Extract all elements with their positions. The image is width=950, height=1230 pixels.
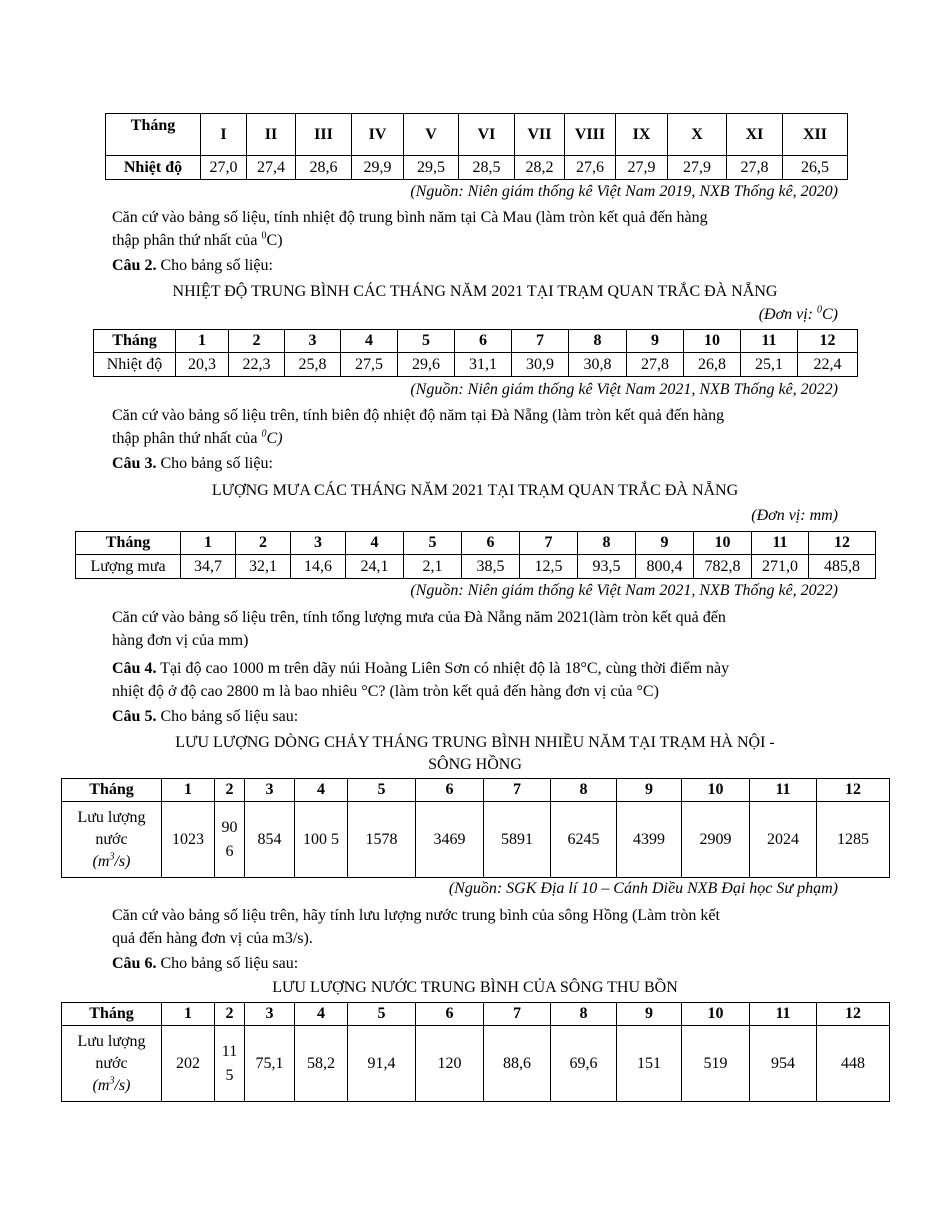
table-cell: 88,6	[484, 1026, 551, 1102]
table-header-cell: X	[668, 114, 727, 156]
table-row-label: Lượng mưa	[76, 555, 181, 579]
question-2-title: NHIỆT ĐỘ TRUNG BÌNH CÁC THÁNG NĂM 2021 TẠI TRẠM QUAN TRẮC ĐÀ NẴNG	[172, 283, 778, 300]
table-cell: 20,3	[176, 353, 229, 377]
table-cell: 120	[416, 1026, 484, 1102]
question-2-unit: (Đơn vị: $^0$C)	[758, 304, 838, 323]
table-cell: 25,8	[285, 353, 341, 377]
table-header-cell: 12	[798, 330, 858, 353]
table-header-cell: XI	[727, 114, 783, 156]
table-header-cell: IX	[616, 114, 668, 156]
table-cell: 91,4	[348, 1026, 416, 1102]
table-cell: 800,4	[636, 555, 694, 579]
task-line: Căn cứ vào bảng số liệu trên, tính biên độ nhiệt độ năm tại Đà Nẵng (làm tròn kết quả đến hàng	[112, 407, 725, 424]
table-1-task	[112, 206, 842, 252]
task-line: thập phân thứ nhất của $^0$C)	[112, 428, 283, 447]
table-cell: 38,5	[462, 555, 520, 579]
table-row-label: Lưu lượng nước $(m^3/s)$	[62, 802, 162, 878]
table-header-cell: Tháng	[94, 330, 176, 353]
table-2-source: (Nguồn: Niên giám thống kê Việt Nam 2021, NXB Thống kê, 2022)	[410, 381, 838, 398]
table-header-cell: VII	[515, 114, 565, 156]
table-cell: 1285	[817, 802, 890, 878]
question-5-task	[112, 904, 842, 950]
task-line: thập phân thứ nhất của $^0$C)	[112, 230, 283, 249]
table-row	[76, 555, 876, 579]
table-5-source: (Nguồn: SGK Địa lí 10 – Cánh Diều NXB Đại học Sư phạm)	[448, 880, 838, 897]
table-header-cell: 6	[416, 1003, 484, 1026]
question-3-heading: Câu 3. Cho bảng số liệu:	[112, 455, 273, 472]
table-cell: 90 6	[215, 802, 245, 878]
table-cell: 24,1	[346, 555, 404, 579]
table-header-cell: 11	[750, 779, 817, 802]
table-header-cell: 11	[741, 330, 798, 353]
question-5-heading: Câu 5. Cho bảng số liệu sau:	[112, 708, 299, 725]
table-row-label: Nhiệt độ	[94, 353, 176, 377]
table-cell: 29,6	[398, 353, 455, 377]
table-cell: 202	[162, 1026, 215, 1102]
table-header-cell: 12	[817, 779, 890, 802]
table-cell: 27,6	[565, 156, 616, 180]
table-cell: 22,4	[798, 353, 858, 377]
question-3-unit: (Đơn vị: mm)	[751, 507, 838, 524]
table-cell: 954	[750, 1026, 817, 1102]
table-header-cell: 3	[245, 779, 295, 802]
table-header-cell: III	[296, 114, 352, 156]
table-cell: 93,5	[578, 555, 636, 579]
table-row	[62, 1003, 890, 1026]
table-header-cell: 5	[398, 330, 455, 353]
table-row	[106, 156, 848, 180]
table-header-cell: 2	[229, 330, 285, 353]
table-header-cell: 1	[176, 330, 229, 353]
table-row-label: Lưu lượng nước $(m^3/s)$	[62, 1026, 162, 1102]
table-cell: 29,9	[352, 156, 404, 180]
table-header-cell: 6	[416, 779, 484, 802]
task-line: Căn cứ vào bảng số liệu trên, tính tổng lượng mưa của Đà Nẵng năm 2021(làm tròn kết quả đến	[112, 609, 726, 626]
table-header-cell: Tháng	[76, 532, 181, 555]
table-1-nhiet-do	[105, 113, 848, 180]
table-header-cell: 3	[285, 330, 341, 353]
task-line: nhiệt độ ở độ cao 2800 m là bao nhiêu °C? (làm tròn kết quả đến hàng đơn vị của °C)	[112, 683, 659, 700]
table-header-cell: 8	[551, 1003, 617, 1026]
table-cell: 448	[817, 1026, 890, 1102]
table-header-cell: I	[201, 114, 247, 156]
table-row	[62, 779, 890, 802]
table-header-cell: II	[247, 114, 296, 156]
table-header-cell: 11	[752, 532, 809, 555]
table-cell: 1023	[162, 802, 215, 878]
table-header-cell: 2	[215, 779, 245, 802]
table-row	[94, 353, 858, 377]
table-header-cell: VIII	[565, 114, 616, 156]
table-cell: 26,5	[783, 156, 848, 180]
table-cell: 32,1	[236, 555, 291, 579]
table-cell: 271,0	[752, 555, 809, 579]
table-cell: 30,8	[569, 353, 627, 377]
table-header-cell: 12	[809, 532, 876, 555]
question-4	[112, 657, 842, 703]
table-cell: 27,8	[727, 156, 783, 180]
task-line: Căn cứ vào bảng số liệu, tính nhiệt độ trung bình năm tại Cà Mau (làm tròn kết quả đến hàng	[112, 209, 708, 226]
table-header-cell: 9	[617, 779, 682, 802]
table-cell: 28,5	[459, 156, 515, 180]
task-line: quả đến hàng đơn vị của m3/s).	[112, 930, 313, 947]
question-6-heading: Câu 6. Cho bảng số liệu sau:	[112, 955, 299, 972]
table-cell: 25,1	[741, 353, 798, 377]
table-cell: 27,9	[616, 156, 668, 180]
table-header-cell: VI	[459, 114, 515, 156]
table-header-cell: 3	[291, 532, 346, 555]
table-cell: 27,5	[341, 353, 398, 377]
table-cell: 485,8	[809, 555, 876, 579]
table-cell: 2909	[682, 802, 750, 878]
table-header-cell: 8	[578, 532, 636, 555]
table-row	[94, 330, 858, 353]
table-cell: 29,5	[404, 156, 459, 180]
table-header-cell: 9	[636, 532, 694, 555]
table-6-luu-luong-song-thu-bon	[61, 1002, 890, 1102]
table-header-cell: 8	[569, 330, 627, 353]
table-header-cell: 5	[404, 532, 462, 555]
table-cell: 12,5	[520, 555, 578, 579]
table-header-cell: 10	[682, 1003, 750, 1026]
table-cell: 4399	[617, 802, 682, 878]
table-header-cell: Tháng	[62, 779, 162, 802]
table-header-cell: IV	[352, 114, 404, 156]
table-header-cell: Tháng	[62, 1003, 162, 1026]
table-header-cell: 4	[341, 330, 398, 353]
table-header-cell: 4	[346, 532, 404, 555]
table-2-nhiet-do-da-nang	[93, 329, 858, 377]
table-cell: 151	[617, 1026, 682, 1102]
table-cell: 2,1	[404, 555, 462, 579]
table-header-cell: V	[404, 114, 459, 156]
table-cell: 27,4	[247, 156, 296, 180]
table-header-cell: 1	[162, 779, 215, 802]
table-cell: 5891	[484, 802, 551, 878]
table-header-cell: 5	[348, 1003, 416, 1026]
task-line: Căn cứ vào bảng số liệu trên, hãy tính lưu lượng nước trung bình của sông Hồng (Làm tròn kết	[112, 907, 720, 924]
question-2-task	[112, 404, 842, 450]
question-5-title: LƯU LƯỢNG DÒNG CHẢY THÁNG TRUNG BÌNH NHIỀU NĂM TẠI TRẠM HÀ NỘI -	[175, 734, 775, 751]
table-cell: 75,1	[245, 1026, 295, 1102]
table-header-cell: 4	[295, 779, 348, 802]
table-row	[62, 1026, 890, 1102]
table-3-luong-mua	[75, 531, 876, 579]
table-cell: 26,8	[684, 353, 741, 377]
table-header-cell: 8	[551, 779, 617, 802]
task-line: hàng đơn vị của mm)	[112, 632, 249, 649]
table-row	[76, 532, 876, 555]
table-cell: 30,9	[512, 353, 569, 377]
table-header-cell: 1	[162, 1003, 215, 1026]
question-6-title: LƯU LƯỢNG NƯỚC TRUNG BÌNH CỦA SÔNG THU BỒN	[272, 979, 678, 996]
table-1-source: (Nguồn: Niên giám thống kê Việt Nam 2019, NXB Thống kê, 2020)	[410, 183, 838, 200]
table-header-cell: 5	[348, 779, 416, 802]
question-2-heading: Câu 2. Cho bảng số liệu:	[112, 257, 273, 274]
table-cell: 27,0	[201, 156, 247, 180]
table-header-cell: 7	[512, 330, 569, 353]
task-line: Câu 4. Tại độ cao 1000 m trên dãy núi Hoàng Liên Sơn có nhiệt độ là 18°C, cùng thời điểm này	[112, 660, 730, 677]
table-cell: 14,6	[291, 555, 346, 579]
table-cell: 3469	[416, 802, 484, 878]
table-cell: 11 5	[215, 1026, 245, 1102]
table-cell: 519	[682, 1026, 750, 1102]
table-header-cell: 7	[484, 779, 551, 802]
table-header-cell: 1	[181, 532, 236, 555]
question-3-task	[112, 606, 842, 652]
table-header-cell: 3	[245, 1003, 295, 1026]
table-row-label: Nhiệt độ	[106, 156, 201, 180]
table-header-cell: 6	[462, 532, 520, 555]
table-cell: 28,6	[296, 156, 352, 180]
question-5-title: SÔNG HỒNG	[428, 756, 522, 773]
table-cell: 27,8	[627, 353, 684, 377]
table-header-cell: 7	[484, 1003, 551, 1026]
table-cell: 27,9	[668, 156, 727, 180]
table-header-cell: Tháng	[106, 114, 201, 156]
table-header-cell: 2	[215, 1003, 245, 1026]
table-row	[62, 802, 890, 878]
question-3-title: LƯỢNG MƯA CÁC THÁNG NĂM 2021 TẠI TRẠM QUAN TRẮC ĐÀ NẴNG	[211, 482, 739, 499]
table-header-cell: 2	[236, 532, 291, 555]
table-cell: 28,2	[515, 156, 565, 180]
table-header-cell: 10	[694, 532, 752, 555]
table-cell: 2024	[750, 802, 817, 878]
table-cell: 31,1	[455, 353, 512, 377]
table-3-source: (Nguồn: Niên giám thống kê Việt Nam 2021, NXB Thống kê, 2022)	[410, 582, 838, 599]
table-cell: 58,2	[295, 1026, 348, 1102]
table-header-cell: 10	[682, 779, 750, 802]
table-header-cell: 7	[520, 532, 578, 555]
table-header-cell: XII	[783, 114, 848, 156]
table-5-luu-luong-song-hong	[61, 778, 890, 878]
table-header-cell: 9	[627, 330, 684, 353]
table-cell: 100 5	[295, 802, 348, 878]
table-header-cell: 12	[817, 1003, 890, 1026]
table-header-cell: 11	[750, 1003, 817, 1026]
table-header-cell: 4	[295, 1003, 348, 1026]
table-cell: 22,3	[229, 353, 285, 377]
table-header-cell: 6	[455, 330, 512, 353]
table-header-cell: 9	[617, 1003, 682, 1026]
table-cell: 6245	[551, 802, 617, 878]
table-row	[106, 114, 848, 156]
table-cell: 782,8	[694, 555, 752, 579]
table-cell: 1578	[348, 802, 416, 878]
table-cell: 854	[245, 802, 295, 878]
table-cell: 69,6	[551, 1026, 617, 1102]
table-header-cell: 10	[684, 330, 741, 353]
table-cell: 34,7	[181, 555, 236, 579]
